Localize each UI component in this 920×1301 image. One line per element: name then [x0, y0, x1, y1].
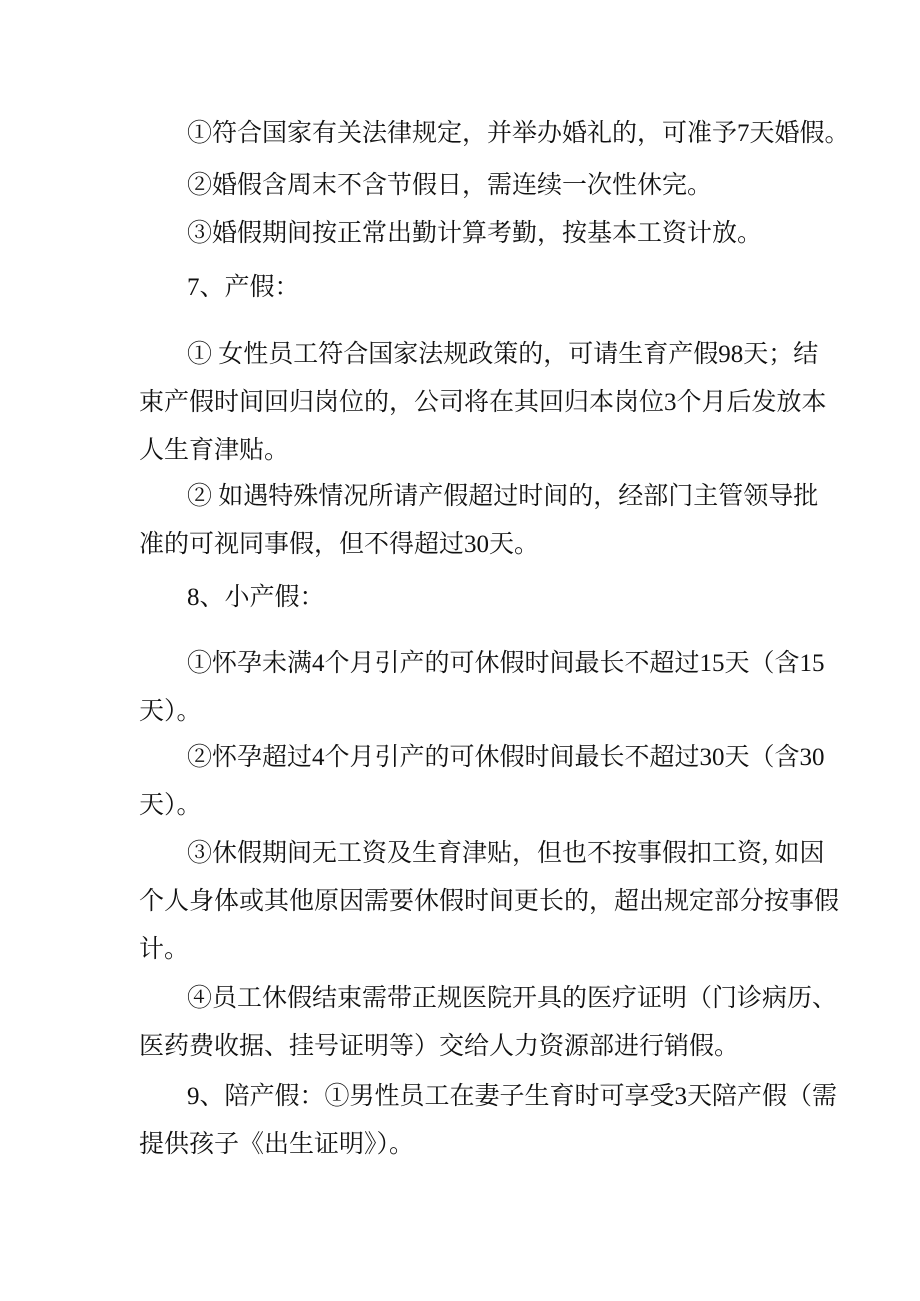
marriage-leave-item-3	[139, 210, 799, 258]
text-line: ②婚假含周末不含节假日，需连续一次性休完。	[187, 172, 713, 199]
text-line: 准的可视同事假，但不得超过30天。	[139, 531, 540, 558]
miscarriage-leave-item-1	[139, 640, 825, 736]
text-line: ②怀孕超过4个月引产的可休假时间最长不超过30天（含30	[187, 744, 825, 771]
maternity-leave-item-1	[139, 331, 827, 475]
text-line: 计。	[139, 936, 190, 963]
text-line: 个人身体或其他原因需要休假时间更长的，超出规定部分按事假	[139, 888, 840, 915]
miscarriage-leave-item-4	[139, 975, 838, 1071]
text-line: 9、陪产假：①男性员工在妻子生育时可享受3天陪产假（需	[187, 1083, 838, 1110]
text-line: ③休假期间无工资及生育津贴，但也不按事假扣工资, 如因	[187, 840, 825, 867]
text-line: ④员工休假结束需带正规医院开具的医疗证明（门诊病历、	[187, 985, 838, 1012]
maternity-leave-heading	[139, 264, 799, 312]
text-line: ③婚假期间按正常出勤计算考勤，按基本工资计放。	[187, 220, 763, 247]
text-line: ①符合国家有关法律规定，并举办婚礼的，可准予7天婚假。	[187, 120, 850, 147]
maternity-leave-item-2	[139, 473, 819, 569]
miscarriage-leave-item-2	[139, 734, 825, 830]
miscarriage-leave-item-3	[139, 830, 840, 974]
miscarriage-leave-heading	[139, 574, 799, 622]
text-line: ①怀孕未满4个月引产的可休假时间最长不超过15天（含15	[187, 650, 825, 677]
section-heading: 7、产假：	[187, 274, 300, 301]
marriage-leave-item-1	[139, 110, 850, 158]
marriage-leave-item-2	[139, 162, 799, 210]
paternity-leave-item	[139, 1073, 838, 1169]
text-line: 天）。	[139, 698, 202, 725]
text-line: 医药费收据、挂号证明等）交给人力资源部进行销假。	[139, 1033, 740, 1060]
text-line: ② 如遇特殊情况所请产假超过时间的，经部门主管领导批	[187, 483, 819, 510]
text-line: 束产假时间回归岗位的，公司将在其回归本岗位3个月后发放本	[139, 389, 827, 416]
section-heading: 8、小产假：	[187, 584, 325, 611]
text-line: ① 女性员工符合国家法规政策的，可请生育产假98天；结	[187, 341, 819, 368]
text-line: 天）。	[139, 792, 202, 819]
text-line: 提供孩子《出生证明》）。	[139, 1131, 415, 1158]
text-line: 人生育津贴。	[139, 437, 290, 464]
